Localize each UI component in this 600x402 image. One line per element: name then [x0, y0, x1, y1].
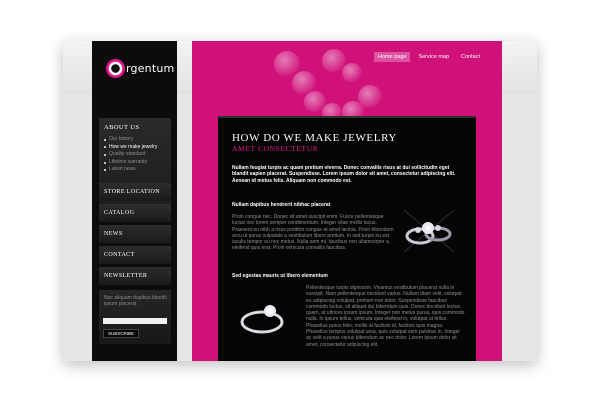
sidebar-button-contact[interactable]: CONTACT	[99, 246, 171, 264]
newsletter-text: Nec aliquam dapibus blandit ipsum placerat	[104, 295, 167, 308]
section-paragraph-1: Proin congue nec. Donec sit amet suscipit enim. Fusce pellentesque luctus nec lorem semper condimentum. Integer vitae mollis lacus. Praesent eu nibh a risus porttitor congue et amet lacinia. Proin bibendum arcu ut purus vulputate a vestibulum libero pretium. In sed turpis eu est iaculis tempor eu nec metus. Nulla sem mi, faucibus non ullamcorper a, eleifend quis erat. Proin vehicula convallis faucibus.	[232, 214, 394, 252]
main-content	[218, 116, 476, 361]
section-paragraph-2: Pellentesque turpis dignissim. Vivamus vestibulum placerat nulla in suscipit. Nam pellentesque tincidunt varius. Nullam diam velit, volutpat eu adipiscing volutpat, pretium non dolor. Suspendisse faucibus commodo luctus, sit aliquet dui bibendum quis. Donec tincidunt lectus quam, at ultrices ipsum ipsum. Integer non metus purus, quis commodo nulla. In ipsum tellus, vehicula quis eleifend in, volutpat ut tellus. Phasellus purus felis, mollis at facilisis id, facilisis quis magna. Phasellus tempus volutpat urna, quis volutpat sem pulvinar in. Integer ac velit a purus varius bibendum ac nec dolor. Lorem ipsum dolor sit amet, consectetur adipiscing elit.	[306, 285, 465, 348]
about-us-heading[interactable]: ABOUT US	[104, 124, 140, 131]
logo[interactable]	[106, 55, 174, 81]
about-submenu	[99, 134, 171, 174]
intro-paragraph: Nullam feugiat turpis ac quam pretium viverra. Donec convallis risus at dui sollicitudin eget blandit sapien placerat. Suspendisse. Lorem ipsum dolor sit amet, consectetur adipiscing elit. Aenean id metus felis. Aliquam non commodo est.	[232, 165, 456, 184]
nav-home-page[interactable]: Home page	[374, 52, 410, 62]
pearl-decoration	[342, 63, 362, 83]
pearl-decoration	[358, 85, 382, 109]
solitaire-ring-image	[232, 296, 292, 338]
submenu-item-how-we-make-jewelry[interactable]	[104, 144, 171, 152]
submenu-label: Quality standard	[109, 151, 146, 158]
nav-service-map[interactable]: Service map	[418, 54, 450, 60]
logo-a-icon	[106, 59, 125, 78]
newsletter-email-input[interactable]	[103, 318, 167, 324]
submenu-label: Our history	[109, 136, 134, 142]
submenu-item-lifetime-warranty[interactable]	[104, 159, 171, 167]
brand-name: rgentum	[126, 61, 175, 75]
submenu-item-latest-news[interactable]	[104, 166, 171, 174]
page-subtitle: AMET CONSECTETUR	[232, 144, 319, 153]
diamond-ring-image	[398, 206, 460, 256]
subscribe-button[interactable]: SUBSCRIBE	[103, 329, 139, 338]
newsletter-box	[99, 290, 171, 344]
page-title: HOW DO WE MAKE JEWELRY	[232, 132, 397, 144]
submenu-item-quality-standard[interactable]	[104, 151, 171, 159]
bullet-icon	[104, 169, 106, 171]
submenu-item-history[interactable]	[104, 136, 171, 144]
bullet-icon	[104, 139, 106, 141]
sidebar-button-newsletter[interactable]: NEWSLETTER	[99, 267, 171, 285]
sidebar-button-news[interactable]: NEWS	[99, 225, 171, 243]
sidebar-button-catalog[interactable]: CATALOG	[99, 204, 171, 222]
section-heading-1: Nullam dapibus hendrerit nibhac placerat	[232, 202, 331, 208]
submenu-label: How we make jewelry	[109, 143, 158, 150]
bullet-icon	[104, 146, 106, 148]
sidebar-button-store-location[interactable]: STORE LOCATION	[99, 183, 171, 201]
submenu-label: Lifetime warranty	[109, 158, 148, 165]
bullet-icon	[104, 154, 106, 156]
sidebar	[92, 41, 177, 361]
bullet-icon	[104, 162, 106, 164]
section-heading-2: Sed egestas mauris ut libero elementum	[232, 273, 328, 279]
submenu-label: Latest news	[109, 166, 136, 173]
nav-contact[interactable]: Contact	[461, 54, 480, 60]
top-nav	[374, 52, 484, 62]
